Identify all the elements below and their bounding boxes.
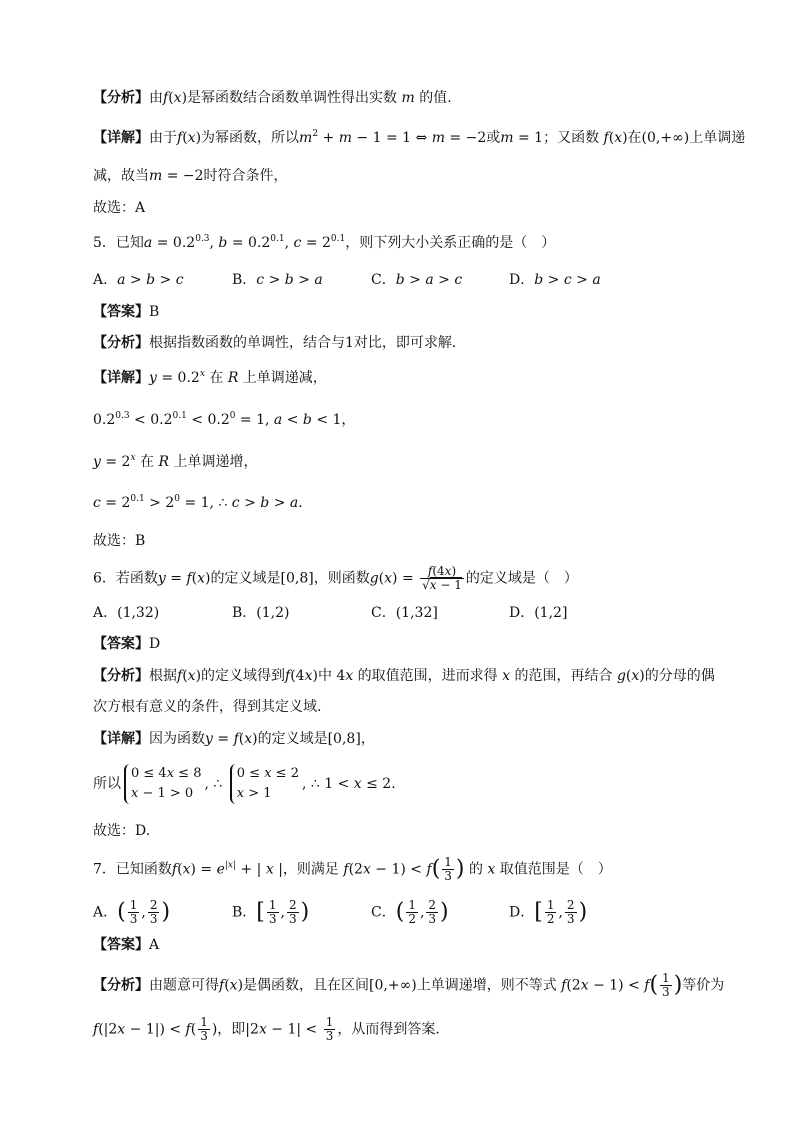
answer-tag: 【答案】	[93, 636, 149, 652]
q6-choose: 故选：D.	[93, 823, 151, 839]
detail-tag: 【详解】	[93, 731, 149, 747]
q5-detail-2: $0.2^{0.3} < 0.2^{0.1} < 0.2^0 = 1$, a < b < 1，	[93, 411, 356, 428]
detail-tag: 【详解】	[93, 130, 149, 146]
q6-detail-1: 【详解】因为函数y = f(x)的定义域是[0,8]，	[93, 731, 375, 747]
q6-system-1: 0 ≤ 4x ≤ 8 x − 1 > 0	[124, 764, 201, 804]
detail-tag: 【详解】	[93, 370, 149, 386]
q5-answer: 【答案】B	[93, 304, 160, 320]
q7-option-d[interactable]: D．[ $\frac{1}{2}$ , $\frac{2}{3}$ )	[509, 898, 588, 926]
q6-analysis-1: 【分析】根据f(x)的定义域得到f(4x)中 4x 的取值范围，进而求得 x 的范围，再结合 g(x)的分母的偶	[93, 668, 715, 684]
q7-analysis-1: 【分析】由题意可得f(x)是偶函数，且在区间[0,+∞)上单调递增，则不等式 f(2x − 1) < f( $\frac{1}{3}$ )等价为	[93, 971, 725, 999]
q7-analysis-2: f(|2x − 1|) < f( $\frac{1}{3}$ )，即|2x − 1| < $\frac{1}{3}$ ，从而得到答案.	[93, 1015, 440, 1043]
q6-system-2: 0 ≤ x ≤ 2 x > 1	[230, 764, 299, 804]
prev-detail-line-2: 减，故当m = −2时符合条件，	[93, 168, 288, 184]
q5-stem: 5．已知$a = 0.2^{0.3}$, $b = 0.2^{0.1}$, $c = 2^{0.1}$，则下列大小关系正确的是（ ）	[93, 234, 556, 251]
q6-option-d[interactable]: D．(1,2]	[509, 605, 568, 621]
prev-analysis-line: 【分析】由f(x)是幂函数结合函数单调性得出实数 m 的值.	[93, 90, 452, 106]
q6-answer: 【答案】D	[93, 636, 161, 652]
prev-choose: 故选：A	[93, 200, 146, 216]
q5-option-d[interactable]: D．b > c > a	[509, 272, 601, 288]
answer-tag: 【答案】	[93, 937, 149, 953]
q5-option-b[interactable]: B．c > b > a	[232, 272, 323, 288]
analysis-tag: 【分析】	[93, 977, 149, 994]
q5-detail-3: $y = 2^x$ 在 R 上单调递增，	[93, 453, 258, 470]
q5-option-c[interactable]: C．b > a > c	[371, 272, 463, 288]
prev-detail-line-1: 【详解】由于f(x)为幂函数，所以$m^2 + m - 1 = 1$ ⇔ m = −2或m = 1；又函数 f(x)在(0,+∞)上单调递	[93, 129, 746, 146]
q7-answer: 【答案】A	[93, 937, 160, 953]
q5-choose: 故选：B	[93, 533, 146, 549]
q6-option-b[interactable]: B．(1,2)	[232, 605, 290, 621]
q7-option-b[interactable]: B．[ $\frac{1}{3}$ , $\frac{2}{3}$ )	[232, 898, 310, 926]
q5-detail-1: 【详解】$y = 0.2^x$ 在 R 上单调递减，	[93, 369, 327, 386]
answer-tag: 【答案】	[93, 304, 149, 320]
q5-analysis: 【分析】根据指数函数的单调性，结合与1对比，即可求解．	[93, 335, 466, 351]
analysis-tag: 【分析】	[93, 335, 149, 351]
analysis-tag: 【分析】	[93, 668, 149, 684]
q5-detail-4: $c = 2^{0.1} > 2^0 = 1$, ∴ c > b > a．	[93, 494, 313, 511]
q6-stem: 6．若函数y = f(x)的定义域是[0,8]，则函数g(x) = $\frac{f(4x)}{√x - 1}$ 的定义域是（ ）	[93, 564, 578, 592]
q6-fraction: $\frac{f(4x)}{√x - 1}$	[422, 564, 462, 592]
q6-option-c[interactable]: C．(1,32]	[371, 605, 438, 621]
q6-detail-2: 所以0 ≤ 4x ≤ 8 x − 1 > 0, ∴ 0 ≤ x ≤ 2 x > 1, ∴ 1 < x ≤ 2.	[93, 764, 396, 804]
q6-analysis-2: 次方根有意义的条件，得到其定义域.	[93, 699, 322, 715]
analysis-tag: 【分析】	[93, 90, 149, 106]
q6-option-a[interactable]: A．(1,32)	[93, 605, 160, 621]
q7-stem: 7．已知函数$f(x) = e^{|x|}$ + | x |，则满足 f(2x − 1) < f( $\frac{1}{3}$ ) 的 x 取值范围是（ ）	[93, 855, 612, 883]
q5-option-a[interactable]: A．a > b > c	[93, 272, 184, 288]
q7-option-a[interactable]: A．( $\frac{1}{3}$ , $\frac{2}{3}$ )	[93, 898, 171, 926]
q7-option-c[interactable]: C．( $\frac{1}{2}$ , $\frac{2}{3}$ )	[371, 898, 449, 926]
